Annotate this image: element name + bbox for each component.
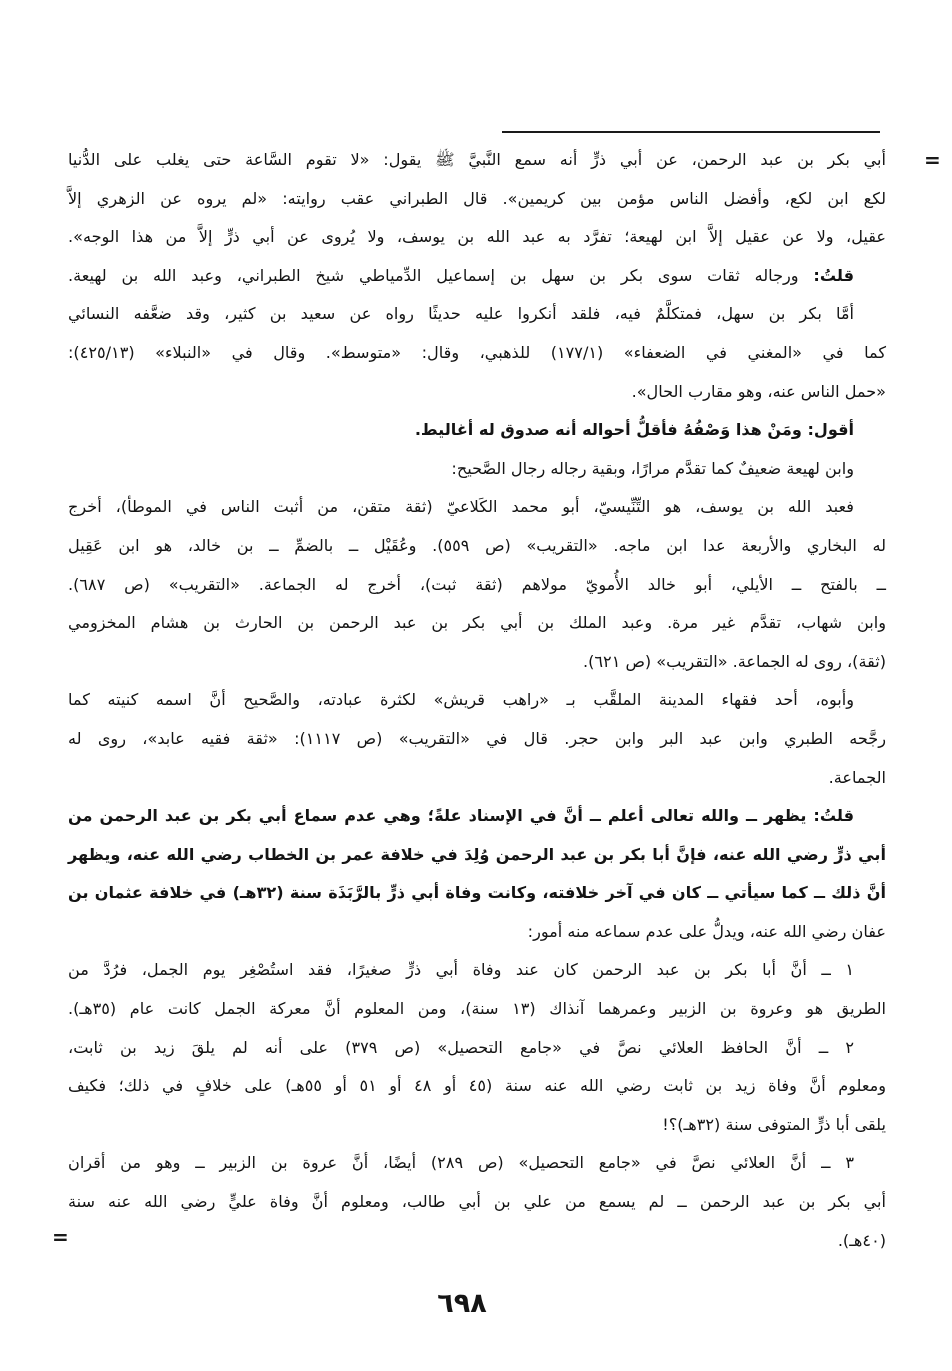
line-content	[68, 613, 886, 632]
text-line	[68, 566, 886, 605]
text-line	[68, 1222, 886, 1261]
footnote-separator	[502, 131, 880, 133]
line-content	[68, 575, 886, 594]
text-line	[68, 334, 886, 373]
line-content	[415, 420, 854, 439]
page-number: ٦٩٨	[437, 1288, 487, 1319]
line-text: أبي بكر بن عبد الرحمن ــ لم يسمع من علي بن أبي طالب، ومعلوم أنَّ وفاة عليٍّ رضي الله عنه سنة	[68, 1192, 886, 1212]
line-text: ــ بالفتح ــ الأيلي، أبو خالد الأُمويّ مولاهم (ثقة ثبت)، أخرج له الجماعة. «التقريب» (ص ٦٨٧).	[68, 574, 886, 594]
text-line	[68, 951, 886, 990]
line-text: كما في «المغني في الضعفاء» (١٧٧/١) للذهبي، وقال: «متوسط». وقال في «النبلاء» (٤٢٥/١٣):	[68, 342, 886, 362]
line-text: أبي ذرٍّ رضي الله عنه، فإنَّ أبا بكر بن عبد الرحمن وُلِدَ في خلافة عمر بن الخطاب رضي الله عنه، ويظهر	[68, 844, 886, 864]
text-line	[68, 1067, 886, 1106]
line-content	[662, 1115, 886, 1134]
line-text: ٢ ــ أنَّ الحافظ العلائي نصَّ في «جامع التحصيل» (ص ٣٧٩) على أنه لم يلقَ زيد بن ثابت،	[68, 1037, 854, 1057]
text-line	[68, 488, 886, 527]
text-line	[68, 218, 886, 257]
line-text: (ثقة)، روى له الجماعة. «التقريب» (ص ٦٢١).	[583, 651, 886, 671]
line-text: رجَّحه الطبري وابن عبد البر وابن حجر. قال في «التقريب» (ص ١١١٧): «ثقة فقيه عابد»، روى له	[68, 728, 886, 748]
line-text: (٤٠هـ).	[837, 1230, 886, 1250]
text-line	[68, 681, 886, 720]
remark-label: قلتُ:	[813, 806, 854, 826]
line-content	[68, 266, 854, 285]
line-text: وابن شهاب، تقدَّم غير مرة. وعبد الملك بن أبي بكر بن عبد الرحمن بن الحارث بن هشام المخزومي	[68, 613, 886, 633]
line-text: فعبد الله بن يوسف، هو التِّنِّيسيّ، أبو محمد الكَلاعيّ (ثقة متقن، من أثبت الناس في الموطأ)، أخرج	[68, 497, 854, 517]
line-text: وابن لهيعة ضعيفٌ كما تقدَّم مرارًا، وبقية رجاله رجال الصَّحيح:	[451, 458, 854, 478]
text-line	[68, 450, 886, 489]
line-content	[68, 1076, 886, 1095]
line-content	[68, 343, 886, 362]
line-content	[829, 768, 886, 787]
line-content	[68, 150, 886, 169]
text-line	[68, 913, 886, 952]
line-content	[68, 536, 886, 555]
text-line	[68, 797, 886, 836]
line-text: الطريق هو وعروة بن الزبير وعمرهما آنذاك (١٣ سنة)، ومن المعلوم أنَّ معركة الجمل كانت عام (٣٥هـ).	[68, 999, 887, 1019]
text-line	[68, 527, 886, 566]
line-text: ومَنْ هذا وَصْفُهُ فأقلُّ أحواله أنه صدوق له أغاليط.	[414, 420, 802, 440]
text-line	[68, 373, 886, 412]
text-line	[68, 141, 886, 180]
remark-label: أقول:	[807, 420, 854, 440]
text-line	[68, 836, 886, 875]
line-text: يلقى أبا ذرٍّ المتوفى سنة (٣٢هـ)؟!	[662, 1114, 886, 1134]
text-line	[68, 604, 886, 643]
line-text: عقيل، ولا عن عقيل إلاَّ ابن لهيعة؛ تفرَّد به عبد الله بن يوسف، ولا يُروى عن أبي ذرٍّ إلاَّ من هذا الوجه».	[68, 227, 886, 247]
line-content	[68, 1153, 854, 1172]
line-content	[68, 690, 854, 709]
text-line	[68, 411, 886, 450]
line-text: ومعلوم أنَّ وفاة زيد بن ثابت رضي الله عنه سنة (٤٥ أو ٤٨ أو ٥١ أو ٥٥هـ) على خلافٍ في ذلك؛ فكيف	[68, 1076, 887, 1096]
page-text	[68, 141, 886, 1260]
line-content	[68, 497, 854, 516]
line-text: يظهر ــ والله تعالى أعلم ــ أنَّ في الإسناد علةً؛ وهي عدم سماع أبي بكر بن عبد الرحمن من	[68, 806, 807, 826]
line-content	[68, 806, 854, 825]
line-text: الجماعة.	[828, 767, 886, 787]
line-content	[68, 304, 854, 323]
text-line	[68, 720, 886, 759]
line-content	[68, 729, 886, 748]
continues-mark: =	[52, 1225, 69, 1249]
text-line	[68, 990, 886, 1029]
line-content	[838, 1231, 886, 1250]
text-line	[68, 295, 886, 334]
line-content	[68, 845, 886, 864]
line-content	[528, 922, 886, 941]
text-line	[68, 180, 886, 219]
line-content	[451, 459, 854, 478]
line-text: أنَّ ذلك ــ كما سيأتي ــ كان في آخر خلافته، وكانت وفاة أبي ذرٍّ بالرَّبَذَة سنة (٣٢هـ) في خلافة عثمان بن	[68, 883, 886, 903]
line-text: «حمل الناس عنه، وهو مقارب الحال».	[631, 381, 886, 401]
text-line	[68, 874, 886, 913]
text-line	[68, 759, 886, 798]
text-line	[68, 1029, 886, 1068]
line-text: أبي بكر بن عبد الرحمن، عن أبي ذرٍّ أنه سمع النَّبيَّ ﷺ يقول: «لا تقوم السَّاعة حتى يغلب على الدُّنيا	[68, 150, 886, 169]
line-text: له البخاري والأربعة عدا ابن ماجه. «التقريب» (ص ٥٥٩). وعُقَيْل ــ بالضمِّ ــ بن خالد، هو ابن عَقِيل	[68, 535, 886, 555]
line-text: ١ ــ أنَّ أبا بكر بن عبد الرحمن كان عند وفاة أبي ذرٍّ صغيرًا، فقد استُصْغِر يوم الجمل، فرُدَّ من	[68, 960, 854, 980]
text-line	[68, 257, 886, 296]
text-line	[68, 1144, 886, 1183]
line-content	[583, 652, 886, 671]
line-text: ٣ ــ أنَّ العلائي نصَّ في «جامع التحصيل» (ص ٢٨٩) أيضًا، أنَّ عروة بن الزبير ــ وهو من أقران	[68, 1153, 854, 1173]
line-content	[68, 1038, 854, 1057]
line-content	[68, 1192, 886, 1211]
line-content	[68, 960, 854, 979]
line-content	[68, 227, 886, 246]
line-content	[68, 189, 886, 208]
line-content	[68, 999, 886, 1018]
line-content	[68, 883, 886, 902]
line-text: لكع ابن لكع، وأفضل الناس مؤمن بين كريمين». قال الطبراني عقب روايته: «لم يروه عن الزهري إلاَّ	[68, 188, 886, 208]
text-line	[68, 643, 886, 682]
line-text: وأبوه، أحد فقهاء المدينة الملقَّب بـ «راهب قريش» لكثرة عبادته، والصَّحيح أنَّ اسمه كنيته كما	[68, 690, 854, 710]
line-text: ورجاله ثقات سوى بكر بن سهل بن إسماعيل الدِّمياطي شيخ الطبراني، وعبد الله بن لهيعة.	[68, 265, 799, 285]
continued-from-mark: =	[924, 148, 941, 172]
text-line	[68, 1106, 886, 1145]
line-text: عفان رضي الله عنه، ويدلُّ على عدم سماعه منه أمور:	[527, 921, 886, 941]
line-content	[632, 382, 886, 401]
line-text: أمَّا بكر بن سهل، فمتكلَّمٌ فيه، فلقد أنكروا عليه حديثًا رواه عن سعيد بن كثير، وقد ضعَّفه النسائي	[68, 304, 854, 324]
remark-label: قلتُ:	[813, 265, 854, 285]
text-line	[68, 1183, 886, 1222]
